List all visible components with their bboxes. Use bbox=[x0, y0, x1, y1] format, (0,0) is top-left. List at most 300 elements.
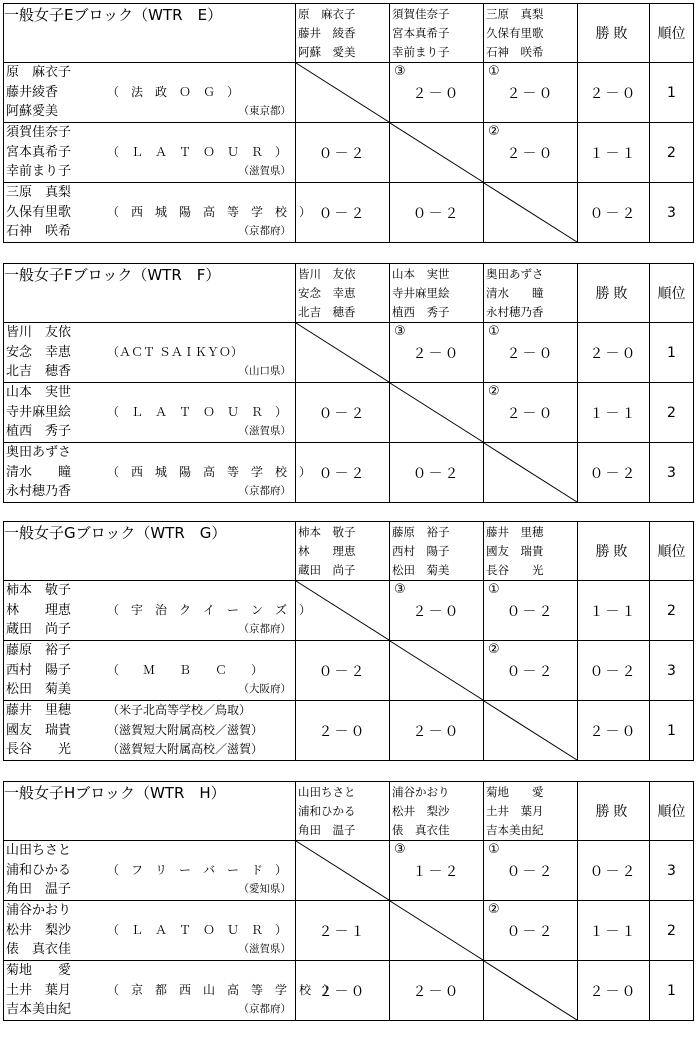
team-row bbox=[4, 841, 694, 901]
player-name: 植西 秀子 bbox=[6, 424, 72, 440]
self-cell bbox=[390, 123, 484, 183]
match-cell bbox=[296, 961, 390, 1021]
player-line bbox=[4, 482, 295, 502]
team-names bbox=[4, 901, 296, 961]
win-loss-record: ０－２ bbox=[578, 841, 650, 901]
match-cell bbox=[390, 443, 484, 503]
opponent-name: 菊地 愛 bbox=[486, 784, 544, 799]
final-rank: 2 bbox=[650, 901, 694, 961]
diagonal-slash bbox=[484, 961, 577, 1020]
team-club: （滋賀短大附属高校／滋賀） bbox=[107, 742, 264, 757]
player-line bbox=[4, 162, 295, 182]
match-cell bbox=[484, 641, 578, 701]
diagonal-slash bbox=[390, 383, 483, 442]
team-club: （ フ リ ー バ ー ド ） bbox=[107, 862, 288, 877]
player-name: 吉本美由紀 bbox=[6, 1002, 72, 1018]
player-line bbox=[4, 143, 295, 163]
team-prefecture: （滋賀県） bbox=[238, 943, 291, 956]
player-name: 山田ちさと bbox=[6, 843, 72, 859]
opponent-name: 石神 咲希 bbox=[486, 44, 544, 59]
block-table bbox=[3, 521, 694, 761]
self-cell bbox=[296, 841, 390, 901]
block-table bbox=[3, 3, 694, 243]
team-prefecture: （滋賀県） bbox=[238, 165, 291, 178]
match-score: ２－０ bbox=[506, 406, 555, 422]
final-rank: 1 bbox=[650, 63, 694, 123]
match-score: ２－０ bbox=[412, 984, 461, 1000]
player-name: 山本 実世 bbox=[6, 385, 72, 401]
match-score: ０－２ bbox=[506, 864, 555, 880]
match-cell bbox=[390, 961, 484, 1021]
final-rank: 1 bbox=[650, 961, 694, 1021]
opponent-name: 蔵田 尚子 bbox=[298, 562, 356, 577]
win-loss-record: ２－０ bbox=[578, 701, 650, 761]
player-line bbox=[4, 940, 295, 960]
header-row bbox=[4, 522, 694, 581]
team-names bbox=[4, 443, 312, 503]
player-name: 寺井麻里絵 bbox=[6, 404, 72, 420]
opponent-name: 浦谷かおり bbox=[392, 784, 450, 799]
opponent-header bbox=[390, 522, 484, 581]
team-prefecture: （滋賀県） bbox=[238, 425, 291, 438]
final-rank: 3 bbox=[650, 443, 694, 503]
block-title: 一般女子Hブロック（WTR H） bbox=[4, 782, 296, 841]
player-name: 藤原 裕子 bbox=[6, 643, 72, 659]
match-cell bbox=[296, 701, 390, 761]
player-name: 永村穂乃香 bbox=[6, 484, 72, 500]
team-club: （米子北高等学校／鳥取） bbox=[107, 703, 252, 718]
self-cell bbox=[484, 701, 578, 761]
player-line bbox=[4, 443, 295, 463]
team-row bbox=[4, 323, 694, 383]
block-title: 一般女子Gブロック（WTR G） bbox=[4, 522, 296, 581]
diagonal-slash bbox=[296, 841, 389, 900]
player-line bbox=[4, 222, 295, 242]
match-score: ２－０ bbox=[412, 86, 461, 102]
match-score: １－２ bbox=[412, 864, 461, 880]
opponent-name: 角田 温子 bbox=[298, 822, 356, 837]
player-name: 須賀佳奈子 bbox=[6, 125, 72, 141]
match-cell bbox=[390, 581, 484, 641]
opponent-name: 吉本美由紀 bbox=[486, 822, 544, 837]
team-row bbox=[4, 581, 694, 641]
opponent-name: 藤原 裕子 bbox=[392, 524, 450, 539]
rank-header: 順位 bbox=[650, 264, 694, 323]
self-cell bbox=[484, 443, 578, 503]
win-loss-record: ２－０ bbox=[578, 323, 650, 383]
match-cell bbox=[484, 901, 578, 961]
match-cell bbox=[484, 323, 578, 383]
match-order-number: ② bbox=[488, 902, 500, 917]
match-order-number: ③ bbox=[394, 582, 406, 597]
team-names bbox=[4, 961, 336, 1021]
block-1 bbox=[3, 263, 693, 503]
player-name: 北吉 穂香 bbox=[6, 364, 72, 380]
player-line bbox=[4, 383, 295, 403]
player-name: 西村 陽子 bbox=[6, 662, 72, 678]
match-cell bbox=[296, 641, 390, 701]
match-order-number: ② bbox=[488, 384, 500, 399]
player-name: 三原 真梨 bbox=[6, 185, 72, 201]
match-cell bbox=[390, 841, 484, 901]
team-names bbox=[4, 383, 296, 443]
team-names bbox=[4, 581, 312, 641]
player-name: 石神 咲希 bbox=[6, 224, 72, 240]
match-cell bbox=[390, 323, 484, 383]
team-prefecture: （東京都） bbox=[238, 105, 291, 118]
team-names bbox=[4, 63, 296, 123]
player-line bbox=[4, 183, 295, 203]
header-row bbox=[4, 264, 694, 323]
team-prefecture: （京都府） bbox=[238, 623, 291, 636]
team-club: （ 宇 治 ク イ ー ン ズ ） bbox=[107, 602, 312, 617]
team-names bbox=[4, 701, 296, 761]
rank-header: 順位 bbox=[650, 782, 694, 841]
match-score: ０－２ bbox=[318, 146, 367, 162]
match-order-number: ② bbox=[488, 642, 500, 657]
match-cell bbox=[390, 183, 484, 243]
team-club: （ 京 都 西 山 高 等 学 校 ） bbox=[107, 982, 336, 997]
match-cell bbox=[296, 901, 390, 961]
player-line bbox=[4, 661, 295, 681]
player-name: 藤井 里穂 bbox=[6, 703, 72, 719]
team-club: （ Ｌ Ａ Ｔ Ｏ Ｕ Ｒ ） bbox=[107, 922, 288, 937]
win-loss-record: ２－０ bbox=[578, 961, 650, 1021]
win-loss-record: ０－２ bbox=[578, 183, 650, 243]
final-rank: 1 bbox=[650, 701, 694, 761]
diagonal-slash bbox=[296, 63, 389, 122]
team-row bbox=[4, 383, 694, 443]
opponent-header bbox=[390, 4, 484, 63]
match-order-number: ① bbox=[488, 64, 500, 79]
opponent-name: 永村穂乃香 bbox=[486, 304, 544, 319]
opponent-name: 原 麻衣子 bbox=[298, 6, 356, 21]
rank-header: 順位 bbox=[650, 4, 694, 63]
self-cell bbox=[296, 581, 390, 641]
match-score: ０－２ bbox=[318, 466, 367, 482]
match-score: ２－０ bbox=[506, 346, 555, 362]
self-cell bbox=[390, 901, 484, 961]
player-name: 皆川 友依 bbox=[6, 325, 72, 341]
player-name: 浦谷かおり bbox=[6, 903, 72, 919]
block-table bbox=[3, 263, 694, 503]
player-name: 清水 瞳 bbox=[6, 464, 72, 480]
player-line bbox=[4, 721, 295, 741]
player-line bbox=[4, 581, 295, 601]
match-order-number: ③ bbox=[394, 64, 406, 79]
match-cell bbox=[484, 63, 578, 123]
opponent-name: 西村 陽子 bbox=[392, 543, 450, 558]
match-score: ２－０ bbox=[412, 604, 461, 620]
final-rank: 3 bbox=[650, 183, 694, 243]
opponent-name: 土井 葉月 bbox=[486, 803, 544, 818]
match-score: ２－０ bbox=[318, 984, 367, 1000]
player-name: 土井 葉月 bbox=[6, 982, 72, 998]
match-score: ０－２ bbox=[412, 206, 461, 222]
match-order-number: ① bbox=[488, 324, 500, 339]
player-line bbox=[4, 981, 336, 1001]
player-line bbox=[4, 203, 312, 223]
final-rank: 2 bbox=[650, 581, 694, 641]
team-row bbox=[4, 183, 694, 243]
player-line bbox=[4, 620, 295, 640]
player-name: 安念 幸恵 bbox=[6, 344, 72, 360]
match-cell bbox=[484, 383, 578, 443]
team-club: （ 法 政 Ｏ Ｇ ） bbox=[107, 84, 240, 99]
final-rank: 3 bbox=[650, 641, 694, 701]
diagonal-slash bbox=[296, 581, 389, 640]
player-name: 柿本 敬子 bbox=[6, 583, 72, 599]
match-score: ２－０ bbox=[412, 346, 461, 362]
player-name: 幸前まり子 bbox=[6, 164, 72, 180]
team-club: （ Ｍ Ｂ Ｃ ） bbox=[107, 662, 264, 677]
player-line bbox=[4, 601, 312, 621]
match-cell bbox=[296, 123, 390, 183]
player-line bbox=[4, 362, 295, 382]
diagonal-slash bbox=[484, 183, 577, 242]
match-cell bbox=[390, 701, 484, 761]
player-name: 林 理恵 bbox=[6, 602, 72, 618]
team-row bbox=[4, 641, 694, 701]
team-names bbox=[4, 841, 296, 901]
final-rank: 2 bbox=[650, 383, 694, 443]
player-line bbox=[4, 861, 295, 881]
match-score: ０－２ bbox=[506, 664, 555, 680]
player-line bbox=[4, 83, 295, 103]
block-title: 一般女子Eブロック（WTR E） bbox=[4, 4, 296, 63]
player-line bbox=[4, 841, 295, 861]
diagonal-slash bbox=[390, 123, 483, 182]
win-loss-record: １－１ bbox=[578, 383, 650, 443]
player-name: 松井 梨沙 bbox=[6, 922, 72, 938]
team-club: （ 西 城 陽 高 等 学 校 ） bbox=[107, 204, 312, 219]
player-name: 松田 菊美 bbox=[6, 682, 72, 698]
player-line bbox=[4, 880, 295, 900]
header-row bbox=[4, 782, 694, 841]
opponent-name: 清水 瞳 bbox=[486, 285, 544, 300]
opponent-name: 柿本 敬子 bbox=[298, 524, 356, 539]
opponent-name: 浦和ひかる bbox=[298, 803, 356, 818]
final-rank: 3 bbox=[650, 841, 694, 901]
team-row bbox=[4, 901, 694, 961]
opponent-header bbox=[484, 264, 578, 323]
opponent-header bbox=[390, 264, 484, 323]
final-rank: 1 bbox=[650, 323, 694, 383]
match-score: ２－０ bbox=[318, 724, 367, 740]
opponent-name: 阿蘇 愛美 bbox=[298, 44, 356, 59]
match-score: ０－２ bbox=[506, 604, 555, 620]
opponent-name: 須賀佳奈子 bbox=[392, 6, 450, 21]
opponent-name: 北吉 穂香 bbox=[298, 304, 356, 319]
block-3 bbox=[3, 781, 693, 1021]
win-loss-record: ２－０ bbox=[578, 63, 650, 123]
header-row bbox=[4, 4, 694, 63]
player-name: 宮本真希子 bbox=[6, 144, 72, 160]
player-line bbox=[4, 323, 295, 343]
win-loss-header: 勝敗 bbox=[578, 522, 650, 581]
opponent-name: 皆川 友依 bbox=[298, 266, 356, 281]
match-order-number: ③ bbox=[394, 324, 406, 339]
match-score: ０－２ bbox=[318, 406, 367, 422]
opponent-header bbox=[484, 782, 578, 841]
block-table bbox=[3, 781, 694, 1021]
opponent-name: 長谷 光 bbox=[486, 562, 544, 577]
opponent-header bbox=[296, 522, 390, 581]
player-line bbox=[4, 422, 295, 442]
player-line bbox=[4, 343, 295, 363]
diagonal-slash bbox=[390, 641, 483, 700]
player-line bbox=[4, 680, 295, 700]
opponent-name: 植西 秀子 bbox=[392, 304, 450, 319]
team-club: （ Ｌ Ａ Ｔ Ｏ Ｕ Ｒ ） bbox=[107, 144, 288, 159]
match-score: ０－２ bbox=[318, 206, 367, 222]
opponent-name: 山本 実世 bbox=[392, 266, 450, 281]
player-name: 長谷 光 bbox=[6, 742, 72, 758]
win-loss-record: ０－２ bbox=[578, 443, 650, 503]
block-0 bbox=[3, 3, 693, 243]
team-prefecture: （山口県） bbox=[238, 365, 291, 378]
team-row bbox=[4, 123, 694, 183]
win-loss-record: １－１ bbox=[578, 901, 650, 961]
match-cell bbox=[484, 123, 578, 183]
rank-header: 順位 bbox=[650, 522, 694, 581]
match-cell bbox=[296, 183, 390, 243]
player-line bbox=[4, 403, 295, 423]
team-prefecture: （京都府） bbox=[238, 225, 291, 238]
match-score: ２－０ bbox=[412, 724, 461, 740]
match-cell bbox=[296, 443, 390, 503]
player-name: 菊地 愛 bbox=[6, 963, 72, 979]
opponent-name: 寺井麻里絵 bbox=[392, 285, 450, 300]
player-name: 原 麻衣子 bbox=[6, 65, 72, 81]
match-score: ２－０ bbox=[506, 86, 555, 102]
team-club: （ Ｌ Ａ Ｔ Ｏ Ｕ Ｒ ） bbox=[107, 404, 288, 419]
team-names bbox=[4, 183, 312, 243]
win-loss-record: ０－２ bbox=[578, 641, 650, 701]
team-names bbox=[4, 641, 296, 701]
player-name: 浦和ひかる bbox=[6, 862, 72, 878]
match-cell bbox=[296, 383, 390, 443]
team-club: （ＡＣＴ ＳＡＩＫＹＯ） bbox=[107, 344, 243, 359]
player-line bbox=[4, 63, 295, 83]
match-score: ２－０ bbox=[506, 146, 555, 162]
opponent-name: 林 理恵 bbox=[298, 543, 356, 558]
opponent-name: 山田ちさと bbox=[298, 784, 356, 799]
final-rank: 2 bbox=[650, 123, 694, 183]
win-loss-header: 勝敗 bbox=[578, 782, 650, 841]
opponent-header bbox=[390, 782, 484, 841]
player-line bbox=[4, 123, 295, 143]
self-cell bbox=[484, 183, 578, 243]
player-name: 蔵田 尚子 bbox=[6, 622, 72, 638]
self-cell bbox=[296, 323, 390, 383]
match-order-number: ① bbox=[488, 842, 500, 857]
player-name: 阿蘇愛美 bbox=[6, 104, 59, 120]
team-prefecture: （京都府） bbox=[238, 1003, 291, 1016]
diagonal-slash bbox=[484, 443, 577, 502]
match-order-number: ① bbox=[488, 582, 500, 597]
opponent-name: 奥田あずさ bbox=[486, 266, 544, 281]
player-line bbox=[4, 641, 295, 661]
diagonal-slash bbox=[390, 901, 483, 960]
team-club: （ 西 城 陽 高 等 学 校 ） bbox=[107, 464, 312, 479]
player-name: 奥田あずさ bbox=[6, 445, 72, 461]
player-line bbox=[4, 701, 295, 721]
opponent-name: 久保有里歌 bbox=[486, 25, 544, 40]
opponent-name: 幸前まり子 bbox=[392, 44, 450, 59]
team-row bbox=[4, 63, 694, 123]
opponent-name: 俵 真衣佳 bbox=[392, 822, 450, 837]
opponent-name: 宮本真希子 bbox=[392, 25, 450, 40]
player-line bbox=[4, 740, 295, 760]
opponent-name: 國友 瑞貴 bbox=[486, 543, 544, 558]
team-prefecture: （大阪府） bbox=[238, 683, 291, 696]
match-order-number: ② bbox=[488, 124, 500, 139]
opponent-name: 松井 梨沙 bbox=[392, 803, 450, 818]
team-names bbox=[4, 123, 296, 183]
opponent-header bbox=[484, 4, 578, 63]
player-line bbox=[4, 901, 295, 921]
team-row bbox=[4, 701, 694, 761]
match-cell bbox=[390, 63, 484, 123]
player-line bbox=[4, 102, 295, 122]
self-cell bbox=[484, 961, 578, 1021]
team-prefecture: （京都府） bbox=[238, 485, 291, 498]
win-loss-record: １－１ bbox=[578, 581, 650, 641]
opponent-header bbox=[296, 4, 390, 63]
match-order-number: ③ bbox=[394, 842, 406, 857]
match-cell bbox=[484, 841, 578, 901]
opponent-header bbox=[296, 782, 390, 841]
block-2 bbox=[3, 521, 693, 761]
win-loss-record: １－１ bbox=[578, 123, 650, 183]
team-club: （滋賀短大附属高校／滋賀） bbox=[107, 722, 264, 737]
team-prefecture: （愛知県） bbox=[238, 883, 291, 896]
player-line bbox=[4, 961, 295, 981]
player-name: 藤井綾香 bbox=[6, 84, 59, 100]
player-name: 國友 瑞貴 bbox=[6, 722, 72, 738]
player-line bbox=[4, 463, 312, 483]
match-score: ０－２ bbox=[318, 664, 367, 680]
player-name: 俵 真衣佳 bbox=[6, 942, 72, 958]
team-row bbox=[4, 961, 694, 1021]
opponent-name: 安念 幸恵 bbox=[298, 285, 356, 300]
block-title: 一般女子Fブロック（WTR F） bbox=[4, 264, 296, 323]
opponent-header bbox=[296, 264, 390, 323]
player-line bbox=[4, 1000, 295, 1020]
self-cell bbox=[296, 63, 390, 123]
opponent-header bbox=[484, 522, 578, 581]
player-name: 角田 温子 bbox=[6, 882, 72, 898]
match-score: ０－２ bbox=[412, 466, 461, 482]
diagonal-slash bbox=[484, 701, 577, 760]
match-score: ０－２ bbox=[506, 924, 555, 940]
opponent-name: 藤井 里穂 bbox=[486, 524, 544, 539]
team-row bbox=[4, 443, 694, 503]
win-loss-header: 勝敗 bbox=[578, 4, 650, 63]
self-cell bbox=[390, 383, 484, 443]
win-loss-header: 勝敗 bbox=[578, 264, 650, 323]
match-cell bbox=[484, 581, 578, 641]
team-names bbox=[4, 323, 296, 383]
diagonal-slash bbox=[296, 323, 389, 382]
player-name: 久保有里歌 bbox=[6, 204, 72, 220]
opponent-name: 松田 菊美 bbox=[392, 562, 450, 577]
match-score: ２－１ bbox=[318, 924, 367, 940]
opponent-name: 三原 真梨 bbox=[486, 6, 544, 21]
self-cell bbox=[390, 641, 484, 701]
opponent-name: 藤井 綾香 bbox=[298, 25, 356, 40]
